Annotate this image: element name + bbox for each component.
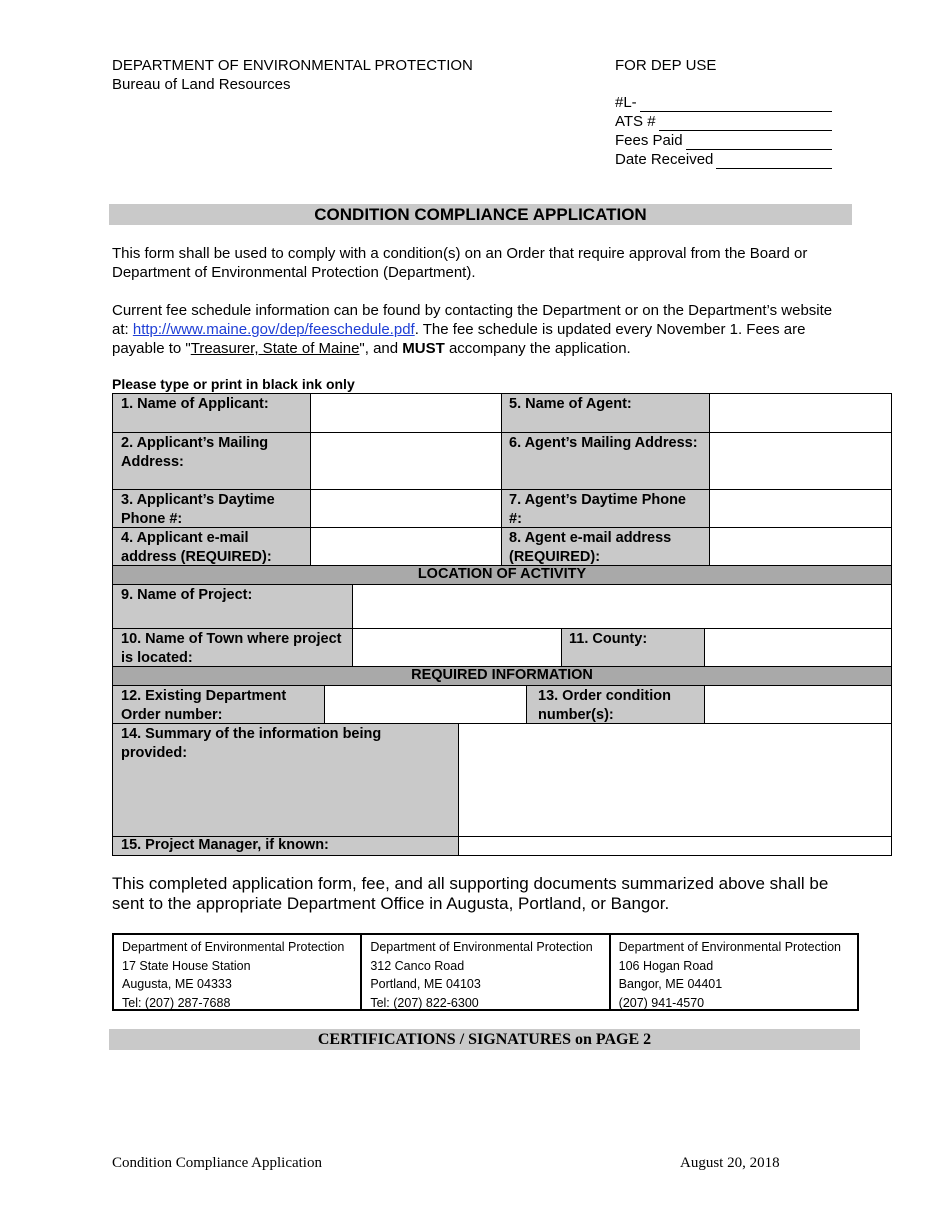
section-location: LOCATION OF ACTIVITY (113, 565, 891, 584)
label-applicant-address: 2. Applicant’s Mailing Address: (113, 432, 310, 489)
dep-field-ats[interactable]: ATS # (615, 112, 832, 131)
agent-name-field[interactable] (709, 393, 891, 432)
label-agent-phone: 7. Agent’s Daytime Phone #: (501, 489, 709, 527)
office-addresses (112, 933, 859, 1011)
label-order-number: 12. Existing Department Order number: (113, 685, 324, 723)
agent-email-field[interactable] (709, 527, 891, 565)
must-emphasis: MUST (402, 340, 445, 357)
applicant-address-field[interactable] (310, 432, 501, 489)
dep-use-box (615, 56, 832, 169)
label-project-name: 9. Name of Project: (113, 584, 352, 628)
dep-field-fees-paid[interactable]: Fees Paid (615, 131, 832, 150)
label-agent-email: 8. Agent e-mail address (REQUIRED): (501, 527, 709, 565)
project-manager-field[interactable] (458, 836, 891, 855)
dep-field-date-received[interactable]: Date Received (615, 150, 832, 169)
office-bangor: Department of Environmental Protection 106 Hogan Road Bangor, ME 04401 (207) 941-4570 (609, 935, 857, 1009)
label-town: 10. Name of Town where project is located: (113, 628, 352, 666)
applicant-email-field[interactable] (310, 527, 501, 565)
footer-date: August 20, 2018 (680, 1155, 780, 1171)
bureau-name: Bureau of Land Resources (112, 76, 291, 93)
label-applicant-email: 4. Applicant e-mail address (REQUIRED): (113, 527, 310, 565)
page-title: CONDITION COMPLIANCE APPLICATION (109, 204, 852, 225)
footer-form-name: Condition Compliance Application (112, 1155, 322, 1171)
submission-instructions: This completed application form, fee, and all supporting documents summarized above shall be sent to the appropriate Department Office in Augusta, Portland, or Bangor. (112, 874, 829, 913)
label-applicant-phone: 3. Applicant’s Daytime Phone #: (113, 489, 310, 527)
order-condition-field[interactable] (704, 685, 891, 723)
fee-paragraph: Current fee schedule information can be found by contacting the Department or on the Department’s website at: http://www.maine.gov/dep/feeschedule.pdf. The fee schedule is updated every November 1. Fees are payable to "Treasurer, State of Maine", and MUST accompany the application. (112, 302, 833, 357)
fee-schedule-link[interactable]: http://www.maine.gov/dep/feeschedule.pdf (132, 321, 415, 338)
ink-instruction: Please type or print in black ink only (112, 376, 355, 392)
office-portland: Department of Environmental Protection 312 Canco Road Portland, ME 04103 Tel: (207) 822-6300 (360, 935, 608, 1009)
dep-use-title: FOR DEP USE (615, 57, 717, 74)
label-project-manager: 15. Project Manager, if known: (113, 836, 458, 855)
department-name: DEPARTMENT OF ENVIRONMENTAL PROTECTION (112, 57, 473, 74)
label-agent-address: 6. Agent’s Mailing Address: (501, 432, 709, 489)
payee: Treasurer, State of Maine (190, 340, 360, 357)
label-order-condition: 13. Order condition number(s): (526, 685, 704, 723)
certifications-banner: CERTIFICATIONS / SIGNATURES on PAGE 2 (109, 1029, 860, 1050)
agency-header (112, 56, 473, 94)
agent-phone-field[interactable] (709, 489, 891, 527)
county-field[interactable] (704, 628, 891, 666)
office-augusta: Department of Environmental Protection 17 State House Station Augusta, ME 04333 Tel: (207) 287-7688 (122, 940, 345, 1010)
applicant-name-field[interactable] (310, 393, 501, 432)
label-agent-name: 5. Name of Agent: (501, 393, 709, 432)
project-name-field[interactable] (352, 584, 891, 628)
label-summary: 14. Summary of the information being provided: (113, 723, 458, 836)
section-required-info: REQUIRED INFORMATION (113, 666, 891, 685)
agent-address-field[interactable] (709, 432, 891, 489)
dep-field-license[interactable]: #L- (615, 93, 832, 112)
label-county: 11. County: (561, 628, 704, 666)
town-field[interactable] (352, 628, 561, 666)
summary-field[interactable] (458, 723, 891, 836)
label-applicant-name: 1. Name of Applicant: (113, 393, 310, 432)
applicant-phone-field[interactable] (310, 489, 501, 527)
intro-paragraph: This form shall be used to comply with a condition(s) on an Order that require approval from the Board or Department of Environmental Protection (Department). (112, 245, 808, 281)
order-number-field[interactable] (324, 685, 526, 723)
